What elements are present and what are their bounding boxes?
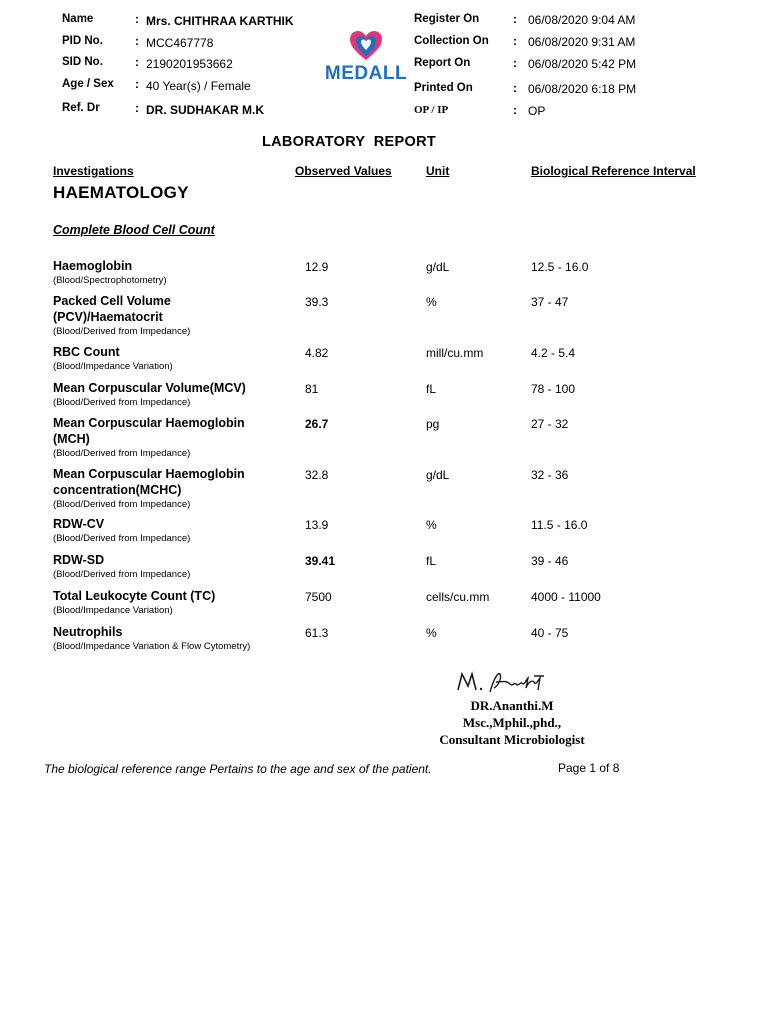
test-name: Total Leukocyte Count (TC)	[53, 589, 216, 603]
test-method: (Blood/Derived from Impedance)	[53, 325, 191, 337]
test-name: Mean Corpuscular Haemoglobin (MCH)	[53, 416, 245, 446]
unit-value: %	[426, 625, 437, 640]
unit-value: %	[426, 294, 437, 309]
reference-interval: 32 - 36	[531, 467, 569, 482]
reference-interval: 12.5 - 16.0	[531, 259, 589, 274]
handwritten-signature-icon	[454, 668, 574, 694]
header-colon: :	[513, 56, 517, 70]
header-value: 40 Year(s) / Female	[146, 79, 251, 93]
unit-value: cells/cu.mm	[426, 589, 490, 604]
test-method: (Blood/Spectrophotometry)	[53, 275, 167, 286]
test-name: RDW-CV	[53, 517, 105, 531]
section-title: HAEMATOLOGY	[53, 183, 189, 202]
header-colon: :	[513, 103, 517, 117]
col-observed-values: Observed Values	[295, 164, 392, 178]
test-method: (Blood/Impedance Variation)	[53, 605, 173, 616]
observed-value: 81	[305, 381, 319, 396]
test-name: RDW-SD	[53, 553, 105, 567]
col-unit: Unit	[426, 164, 450, 178]
header-label: Printed On	[414, 82, 473, 94]
reference-footnote: The biological reference range Pertains to the age and sex of the patient.	[44, 762, 432, 776]
observed-value: 61.3	[305, 625, 329, 640]
medall-logo	[322, 30, 410, 86]
reference-interval: 37 - 47	[531, 294, 569, 309]
test-name: Mean Corpuscular Haemoglobin concentration(MCHC)	[53, 467, 245, 497]
test-method: (Blood/Derived from Impedance)	[53, 447, 191, 459]
header-label: PID No.	[62, 35, 103, 47]
observed-value: 7500	[305, 589, 332, 604]
header-value: 2190201953662	[146, 57, 233, 71]
header-value: 06/08/2020 9:31 AM	[528, 35, 636, 49]
observed-value: 4.82	[305, 345, 329, 360]
header-colon: :	[135, 55, 139, 69]
observed-value: 12.9	[305, 259, 329, 274]
header-label: OP / IP	[414, 104, 449, 116]
col-reference-interval: Biological Reference Interval	[531, 164, 696, 178]
reference-interval: 4.2 - 5.4	[531, 345, 576, 360]
observed-value: 13.9	[305, 517, 329, 532]
header-value: MCC467778	[146, 36, 214, 50]
test-method: (Blood/Impedance Variation & Flow Cytometry)	[53, 641, 251, 652]
test-name: Mean Corpuscular Volume(MCV)	[53, 381, 246, 395]
reference-interval: 27 - 32	[531, 416, 569, 431]
observed-value: 32.8	[305, 467, 329, 482]
reference-interval: 78 - 100	[531, 381, 576, 396]
header-value: 06/08/2020 6:18 PM	[528, 82, 637, 96]
header-value: 06/08/2020 9:04 AM	[528, 13, 636, 27]
header-value: 06/08/2020 5:42 PM	[528, 57, 637, 71]
header-label: Ref. Dr	[62, 102, 100, 114]
header-label: Register On	[414, 13, 480, 25]
doctor-role: Consultant Microbiologist	[439, 732, 585, 747]
test-name: Haemoglobin	[53, 259, 133, 273]
unit-value: pg	[426, 416, 440, 431]
header-label: Age / Sex	[62, 78, 114, 90]
subsection-title: Complete Blood Cell Count	[53, 223, 215, 237]
unit-value: g/dL	[426, 467, 450, 482]
header-value: Mrs. CHITHRAA KARTHIK	[146, 14, 294, 28]
header-label: Name	[62, 13, 94, 25]
header-colon: :	[513, 81, 517, 95]
report-title: LABORATORY REPORT	[261, 134, 437, 150]
doctor-name: DR.Ananthi.M	[470, 698, 554, 713]
observed-value: 39.3	[305, 294, 329, 309]
header-colon: :	[135, 77, 139, 91]
header-value: OP	[528, 104, 546, 118]
test-name: Packed Cell Volume (PCV)/Haematocrit	[53, 294, 171, 324]
header-label: Report On	[414, 57, 471, 69]
header-value: DR. SUDHAKAR M.K	[146, 103, 264, 117]
page-number: Page 1 of 8	[558, 761, 620, 775]
unit-value: g/dL	[426, 259, 450, 274]
observed-value: 39.41	[305, 553, 336, 568]
header-colon: :	[513, 34, 517, 48]
unit-value: %	[426, 517, 437, 532]
header-colon: :	[135, 12, 139, 26]
reference-interval: 4000 - 11000	[531, 589, 601, 604]
logo-text: MEDALL	[324, 63, 408, 84]
doctor-qualification: Msc.,Mphil.,phd.,	[462, 715, 562, 730]
header-label: SID No.	[62, 56, 103, 68]
test-name: RBC Count	[53, 345, 120, 359]
unit-value: fL	[426, 553, 437, 568]
test-name: Neutrophils	[53, 625, 123, 639]
observed-value: 26.7	[305, 416, 329, 431]
header-colon: :	[135, 101, 139, 115]
header-colon: :	[135, 34, 139, 48]
test-method: (Blood/Derived from Impedance)	[53, 498, 191, 510]
reference-interval: 11.5 - 16.0	[531, 517, 588, 532]
unit-value: mill/cu.mm	[426, 345, 484, 360]
reference-interval: 40 - 75	[531, 625, 569, 640]
test-method: (Blood/Derived from Impedance)	[53, 533, 191, 544]
unit-value: fL	[426, 381, 437, 396]
reference-interval: 39 - 46	[531, 553, 569, 568]
col-investigations: Investigations	[53, 164, 134, 178]
test-method: (Blood/Derived from Impedance)	[53, 569, 191, 580]
header-label: Collection On	[414, 35, 489, 47]
signature-block	[420, 666, 604, 748]
test-method: (Blood/Impedance Variation)	[53, 361, 173, 372]
header-colon: :	[513, 12, 517, 26]
test-method: (Blood/Derived from Impedance)	[53, 397, 191, 408]
heart-logo-icon	[348, 30, 384, 62]
